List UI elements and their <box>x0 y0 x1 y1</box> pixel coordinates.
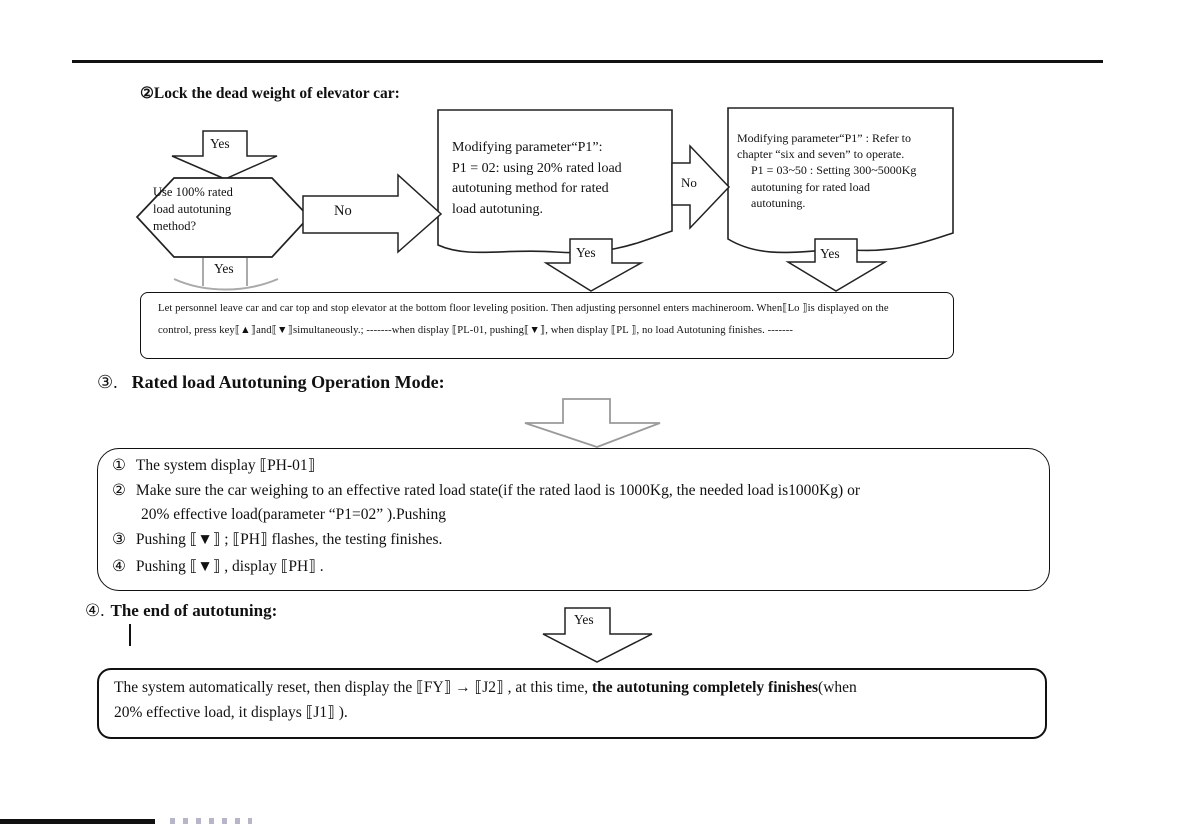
finish-box-line1 <box>114 678 857 697</box>
no-arrow-1 <box>303 175 441 252</box>
op-item-1 <box>112 456 315 475</box>
no-label-2: No <box>681 175 697 190</box>
op-item-3-text: Pushing ⟦▼⟧ ; ⟦PH⟧ flashes, the testing finishes. <box>135 531 443 548</box>
op-item-4 <box>112 557 324 576</box>
op-item-1-text: The system display ⟦PH-01⟧ <box>135 457 316 474</box>
section2-title: ②Lock the dead weight of elevator car: <box>140 85 400 102</box>
yes-section4-label: Yes <box>574 612 594 627</box>
yes-mid-label: Yes <box>576 245 596 260</box>
finish-box-line2: 20% effective load, it displays ⟦J1⟧ ). <box>114 704 348 721</box>
op-item-2-number: ② <box>112 482 126 499</box>
text-cursor-mark <box>129 624 131 646</box>
mid-document-box-text: Modifying parameter“P1”: P1 = 02: using 20% rated load autotuning method for rated load autotuning. <box>452 140 622 217</box>
section3-heading <box>97 372 445 393</box>
wide-box-line1: Let personnel leave car and car top and stop elevator at the bottom floor leveling position. Then adjusting personnel enters machineroom. When⟦Lo ⟧is displayed on the <box>158 303 889 314</box>
section3-number: ③. <box>97 372 118 392</box>
finish-box-line1-pre: The system automatically reset, then display the ⟦FY⟧ → ⟦J2⟧ , at this time, <box>114 679 592 696</box>
decision-hexagon-text: Use 100% rated load autotuning method? <box>153 185 233 233</box>
yes-right-label: Yes <box>820 246 840 261</box>
op-item-2 <box>112 481 860 500</box>
wide-box-line2: control, press key⟦▲⟧and⟦▼⟧simultaneously.; -------when display ⟦PL-01, pushing⟦▼⟧, when display ⟦PL ⟧, no load Autotuning finishes. ------- <box>158 325 794 336</box>
op-item-4-text: Pushing ⟦▼⟧ , display ⟦PH⟧ . <box>135 558 324 575</box>
op-item-3-number: ③ <box>112 531 126 548</box>
footer-artifact <box>170 818 252 824</box>
section4-heading <box>85 601 277 621</box>
section4-number: ④. <box>85 601 105 620</box>
yes-hexagon-connector-head <box>174 279 278 290</box>
finish-box-line1-post: (when <box>818 679 857 696</box>
no-label-1: No <box>334 203 352 219</box>
section3-down-arrow <box>525 399 660 447</box>
footer-bar <box>0 819 155 824</box>
op-item-2-text: Make sure the car weighing to an effective rated load state(if the rated laod is 1000Kg, the needed load is1000Kg) or <box>135 482 860 499</box>
yes-top-label: Yes <box>210 136 230 151</box>
op-item-1-number: ① <box>112 457 126 474</box>
finish-box-line1-bold: the autotuning completely finishes <box>591 679 819 696</box>
right-document-box-text: Modifying parameter“P1” : Refer to chapter “six and seven” to operate. P1 = 03~50 : Setting 300~5000Kg autotuning for rated load autotuning. <box>737 131 917 210</box>
section4-title: The end of autotuning: <box>110 601 278 620</box>
op-item-3 <box>112 530 442 549</box>
yes-hexagon-label: Yes <box>214 261 234 276</box>
op-item-4-number: ④ <box>112 558 126 575</box>
op-item-2-text-line2: 20% effective load(parameter “P1=02” ).Pushing <box>141 506 447 523</box>
yes-arrow-section4 <box>543 608 652 662</box>
section3-title: Rated load Autotuning Operation Mode: <box>131 372 445 392</box>
